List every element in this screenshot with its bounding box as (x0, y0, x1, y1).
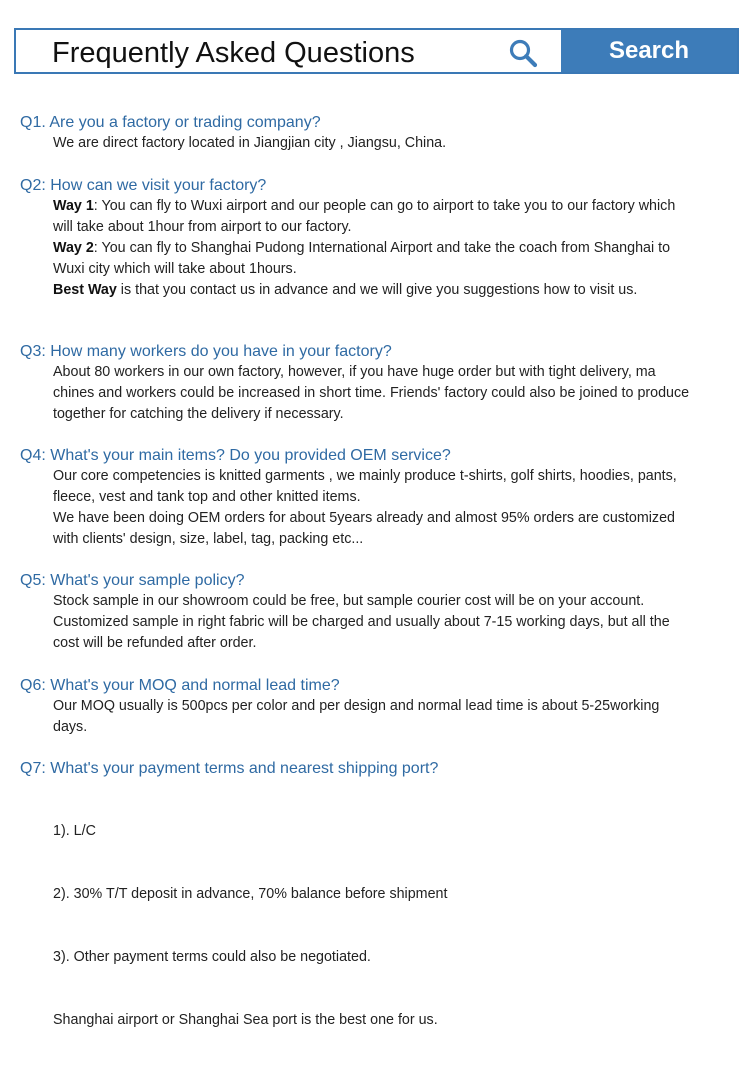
faq-item-q3 (20, 341, 740, 425)
faq-question: Q6: What's your MOQ and normal lead time? (20, 677, 340, 694)
way2-text: : You can fly to Shanghai Pudong International Airport and take the coach from Shanghai to (93, 240, 671, 256)
faq-answer (53, 196, 740, 301)
faq-item-q1 (20, 112, 740, 154)
answer-line: Stock sample in our showroom could be free, but sample courier cost will be on your account. (53, 593, 645, 609)
search-input[interactable]: Frequently Asked Questions (52, 37, 415, 69)
faq-item-q4 (20, 445, 740, 550)
answer-line: 1). L/C (53, 823, 96, 839)
search-bar (14, 28, 739, 74)
faq-answer (53, 696, 740, 738)
answer-line: Customized sample in right fabric will be charged and usually about 7-15 working days, but all the (53, 614, 670, 630)
faq-question: Q5: What's your sample policy? (20, 572, 245, 589)
best-way-text: is that you contact us in advance and we will give you suggestions how to visit us. (116, 282, 638, 298)
answer-line: 3). Other payment terms could also be negotiated. (53, 949, 371, 965)
answer-line: Shanghai airport or Shanghai Sea port is the best one for us. (53, 1012, 438, 1028)
answer-line: will take about 1hour from airport to our factory. (53, 219, 352, 235)
answer-line: together for catching the delivery if necessary. (53, 406, 344, 422)
faq-answer (53, 466, 740, 550)
faq-item-q7 (20, 758, 740, 1073)
faq-item-q2 (20, 175, 740, 301)
answer-line: Our core competencies is knitted garments , we mainly produce t-shirts, golf shirts, hoodies, pants, (53, 468, 677, 484)
faq-question: Q4: What's your main items? Do you provided OEM service? (20, 447, 451, 464)
answer-line: 2). 30% T/T deposit in advance, 70% balance before shipment (53, 886, 448, 902)
answer-line: with clients' design, size, label, tag, packing etc... (53, 531, 364, 547)
faq-answer (53, 362, 740, 425)
way1-label: Way 1 (53, 198, 94, 214)
answer-line: fleece, vest and tank top and other knitted items. (53, 489, 361, 505)
faq-answer (53, 133, 740, 154)
answer-line: cost will be refunded after order. (53, 635, 257, 651)
answer-line: We are direct factory located in Jiangjian city , Jiangsu, China. (53, 135, 447, 151)
answer-line (53, 196, 740, 217)
answer-line: chines and workers could be increased in short time. Friends' factory could also be joined to produce (53, 385, 690, 401)
answer-line: About 80 workers in our own factory, however, if you have huge order but with tight delivery, ma (53, 364, 656, 380)
faq-answer (53, 779, 740, 1073)
way1-text: : You can fly to Wuxi airport and our people can go to airport to take you to our factory which (93, 198, 676, 214)
answer-line (53, 238, 740, 259)
answer-line: We have been doing OEM orders for about 5years already and almost 95% orders are customized (53, 510, 675, 526)
answer-line (53, 280, 740, 301)
answer-line: days. (53, 719, 88, 735)
way2-label: Way 2 (53, 240, 94, 256)
faq-answer (53, 591, 740, 654)
faq-question: Q7: What's your payment terms and nearest shipping port? (20, 760, 439, 777)
faq-item-q6 (20, 675, 740, 738)
answer-line: Wuxi city which will take about 1hours. (53, 261, 297, 277)
faq-item-q5 (20, 570, 740, 654)
faq-question: Q2: How can we visit your factory? (20, 177, 267, 194)
search-button[interactable]: Search (561, 30, 737, 72)
faq-question: Q1. Are you a factory or trading company? (20, 114, 321, 131)
faq-question: Q3: How many workers do you have in your factory? (20, 343, 392, 360)
search-icon[interactable] (508, 38, 538, 68)
answer-line: Our MOQ usually is 500pcs per color and per design and normal lead time is about 5-25working (53, 698, 660, 714)
best-way-label: Best Way (53, 282, 117, 298)
